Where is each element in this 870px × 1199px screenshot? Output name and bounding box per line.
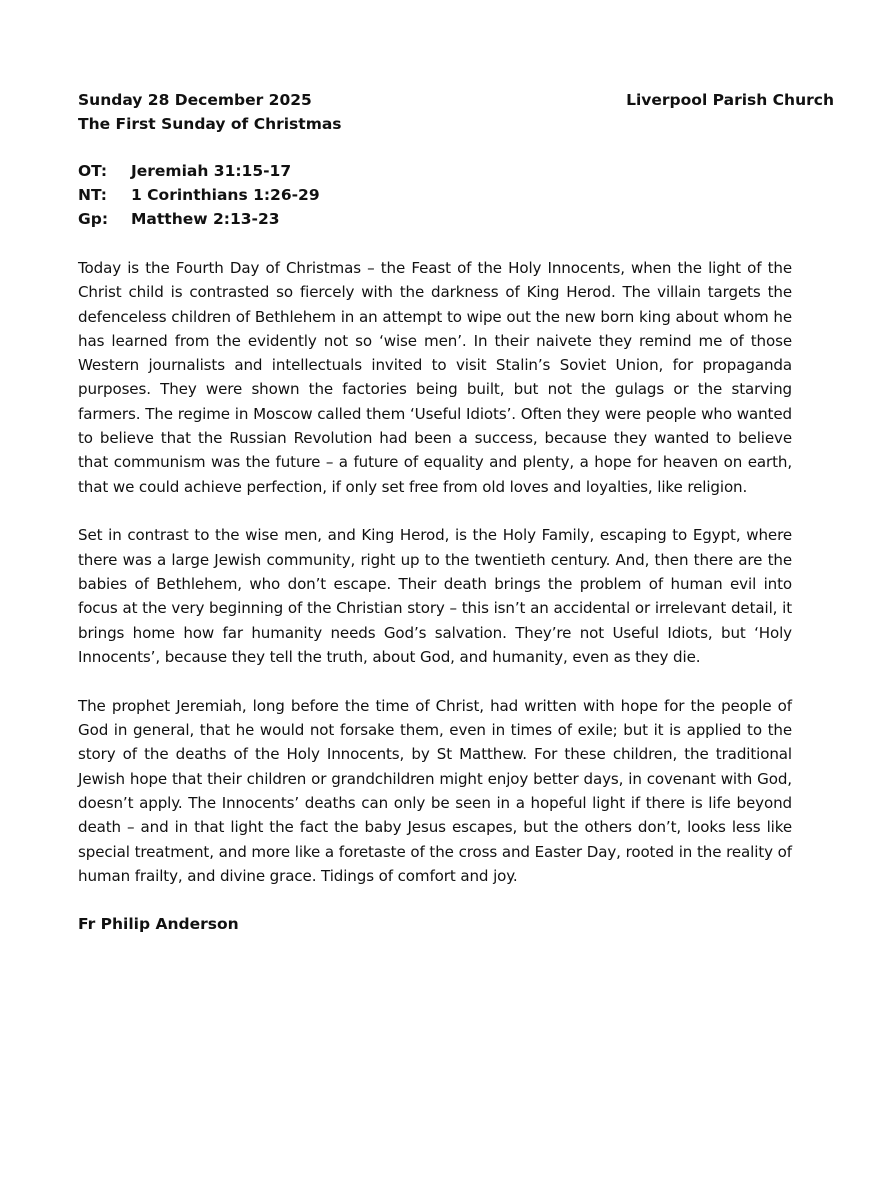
reading-reference: Jeremiah 31:15-17 — [131, 162, 292, 180]
church-name: Liverpool Parish Church — [626, 91, 834, 109]
readings-list — [78, 159, 792, 231]
reading-new-testament — [78, 183, 792, 207]
occasion-title: The First Sunday of Christmas — [78, 115, 342, 133]
sermon-paragraph-1: Today is the Fourth Day of Christmas – the Feast of the Holy Innocents, when the light of the Christ child is contrasted so fiercely with the darkness of King Herod. The villain targets the defenceless children of Bethlehem in an attempt to wipe out the new born king about whom he has learned from the evidently not so ‘wise men’. In their naivete they remind me of those Western journalists and intellectuals invited to visit Stalin’s Soviet Union, for propaganda purposes. They were shown the factories being built, but not the gulags or the starving farmers. The regime in Moscow called them ‘Useful Idiots’. Often they were people who wanted to believe that the Russian Revolution had been a success, because they wanted to believe that communism was the future – a future of equality and plenty, a hope for heaven on earth, that we could achieve perfection, if only set free from old loves and loyalties, like religion. — [78, 259, 792, 496]
document-page — [78, 88, 834, 936]
reading-label: OT: — [78, 162, 108, 180]
reading-reference: Matthew 2:13-23 — [131, 210, 280, 228]
sermon-paragraph-3: The prophet Jeremiah, long before the time of Christ, had written with hope for the people of God in general, that he would not forsake them, even in times of exile; but it is applied to the story of the deaths of the Holy Innocents, by St Matthew. For these children, the traditional Jewish hope that their children or grandchildren might enjoy better days, in covenant with God, doesn’t apply. The Innocents’ deaths can only be seen in a hopeful light if there is life beyond death – and in that light the fact the baby Jesus escapes, but the others don’t, looks less like special treatment, and more like a foretaste of the cross and Easter Day, rooted in the reality of human frailty, and divine grace. Tidings of comfort and joy. — [78, 696, 792, 885]
sermon-paragraph-2: Set in contrast to the wise men, and King Herod, is the Holy Family, escaping to Egypt, where there was a large Jewish community, right up to the twentieth century. And, then there are the babies of Bethlehem, who don’t escape. Their death brings the problem of human evil into focus at the very beginning of the Christian story – this isn’t an accidental or irrelevant detail, it brings home how far humanity needs God’s salvation. They’re not Useful Idiots, but ‘Holy Innocents’, because they tell the truth, about God, and humanity, even as they die. — [78, 526, 792, 666]
service-date: Sunday 28 December 2025 — [78, 91, 312, 109]
author-signature: Fr Philip Anderson — [78, 915, 239, 934]
reading-old-testament — [78, 159, 792, 183]
header-row — [78, 88, 834, 112]
reading-label: NT: — [78, 186, 107, 204]
reading-reference: 1 Corinthians 1:26-29 — [131, 186, 320, 204]
reading-gospel — [78, 207, 792, 231]
reading-label: Gp: — [78, 210, 109, 228]
